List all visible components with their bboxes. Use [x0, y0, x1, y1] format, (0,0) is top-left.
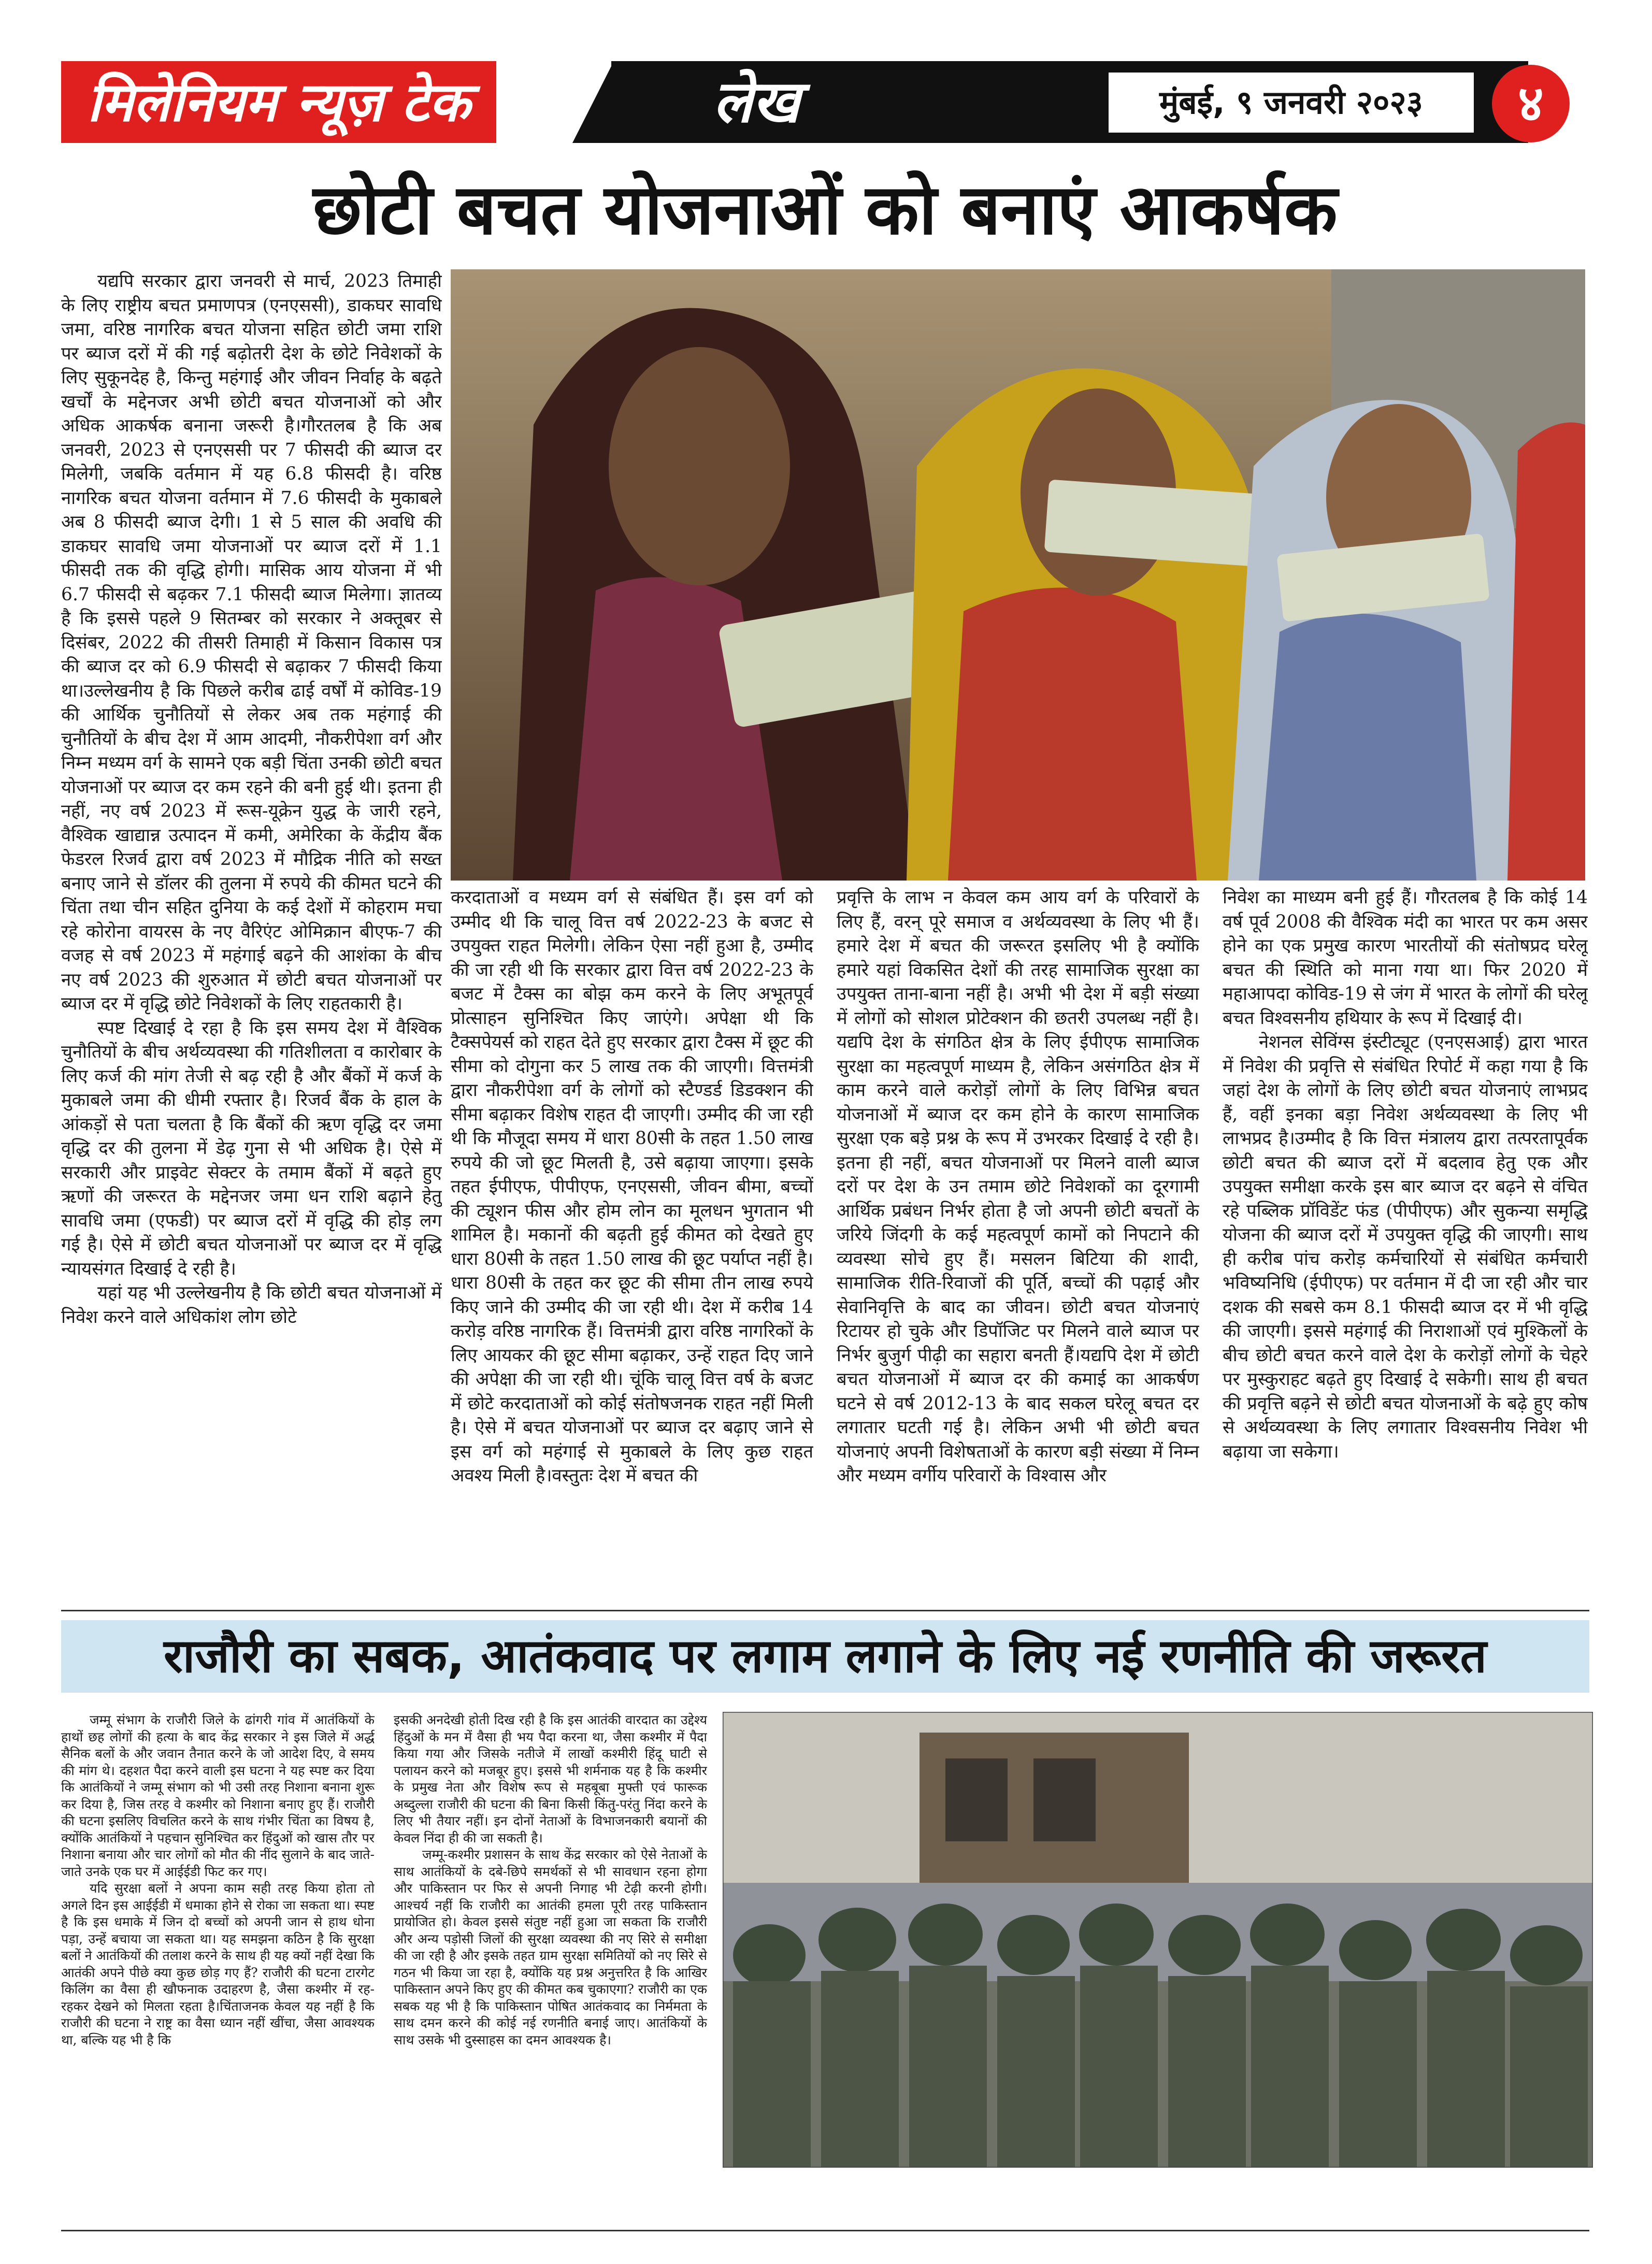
women-holding-notes-image: [451, 269, 1585, 881]
page-number-badge: [1492, 65, 1570, 142]
article2-column-2: [394, 1712, 707, 2225]
paragraph: जम्मू-कश्मीर प्रशासन के साथ केंद्र सरकार को ऐसे नेताओं के साथ आतंकियों के दबे-छिपे समर्थकों से भी सावधान रहना होगा और पाकिस्तान पर फिर से अपनी निगाह भी टेढ़ी करनी होगी। आश्चर्य नहीं कि राजौरी का आतंकी हमला पूरी तरह पाकिस्तान प्रायोजित हो। केवल इससे संतुष्ट नहीं हुआ जा सकता कि राजौरी और अन्य पड़ोसी जिलों की सुरक्षा व्यवस्था की नए सिरे से समीक्षा की जा रही है और इसके तहत ग्राम सुरक्षा समितियों को नए सिरे से गठन भी किया जा रहा है, क्योंकि यह प्रश्न अनुत्तरित है कि आखिर पाकिस्तान अपने किए हुए की कीमत कब चुकाएगा? राजौरी का एक सबक यह भी है कि पाकिस्तान पोषित आतंकवाद का निर्ममता के साथ दमन करने की कोई नई रणनीति बनाई जाए। आतंकियों के साथ उसके भी दुस्साहस का दमन आवश्यक है।: [394, 1847, 707, 2047]
date-box: [1109, 73, 1474, 133]
paragraph: निवेश का माध्यम बनी हुई हैं। गौरतलब है कि कोई 14 वर्ष पूर्व 2008 की वैश्विक मंदी का भारत पर कम असर होने का एक प्रमुख कारण भारतीयों की संतोषप्रद घरेलू बचत की स्थिति को माना गया था। फिर 2020 में महाआपदा कोविड-19 से जंग में भारत के लोगों की घरेलू बचत विश्वसनीय हथियार के रूप में दिखाई दी।: [1223, 887, 1588, 1029]
divider: [61, 2230, 1589, 2231]
masthead-slant: [572, 61, 614, 143]
article1-column-1: [61, 269, 442, 1606]
paragraph: करदाताओं व मध्यम वर्ग से संबंधित हैं। इस वर्ग को उम्मीद थी कि चालू वित्त वर्ष 2022-23 के बजट से उपयुक्त राहत मिलेगी। लेकिन ऐसा नहीं हुआ है, उम्मीद की जा रही थी कि सरकार द्वारा वित्त वर्ष 2022-23 के बजट में टैक्स का बोझ कम करने के लिए अभूतपूर्व प्रोत्साहन सुनिश्चित किए जाएंगे। अपेक्षा थी कि टैक्सपेयर्स को राहत देते हुए सरकार द्वारा टैक्स में छूट की सीमा को दोगुना कर 5 लाख तक की जाएगी। वित्तमंत्री द्वारा नौकरीपेशा वर्ग के लोगों को स्टैण्डर्ड डिडक्शन की सीमा बढ़ाकर विशेष राहत दी जाएगी। उम्मीद की जा रही थी कि मौजूदा समय में धारा 80सी के तहत 1.50 लाख रुपये की जो छूट मिलती है, उसे बढ़ाया जाएगा। इसके तहत ईपीएफ, पीपीएफ, एनएससी, जीवन बीमा, बच्चों की ट्यूशन फीस और होम लोन का मूलधन भुगतान भी शामिल है। मकानों की बढ़ती हुई कीमत को देखते हुए धारा 80सी के तहत 1.50 लाख की छूट पर्याप्त नहीं है। धारा 80सी के तहत कर छूट की सीमा तीन लाख रुपये किए जाने की उम्मीद की जा रही थी। देश में करीब 14 करोड़ वरिष्ठ नागरिक हैं। वित्तमंत्री द्वारा वरिष्ठ नागरिकों के लिए आयकर की छूट सीमा बढ़ाकर, उन्हें राहत दिए जाने की अपेक्षा की जा रही थी। चूंकि चालू वित्त वर्ष के बजट में छोटे करदाताओं को कोई संतोषजनक राहत नहीं मिली है। ऐसे में बचत योजनाओं पर ब्याज दर बढ़ाए जाने से इस वर्ग को महंगाई से मुकाबले के लिए कुछ राहत अवश्य मिली है।वस्तुतः देश में बचत की: [451, 887, 813, 1486]
paragraph: नेशनल सेविंग्स इंस्टीट्यूट (एनएसआई) द्वारा भारत में निवेश की प्रवृत्ति से संबंधित रिपोर्ट में कहा गया है कि जहां देश के लोगों के लिए छोटी बचत योजनाएं लाभप्रद हैं, वहीं इनका बड़ा निवेश अर्थव्यवस्था के लिए भी लाभप्रद है।उम्मीद है कि वित्त मंत्रालय द्वारा तत्परतापूर्वक छोटी बचत की ब्याज दरों में बदलाव हेतु एक और उपयुक्त समीक्षा करके इस बार ब्याज दर बढ़ने से वंचित रहे पब्लिक प्रॉविडेंट फंड (पीपीएफ) और सुकन्या समृद्धि योजना की ब्याज दरों में उपयुक्त वृद्धि की जाएगी। साथ ही करीब पांच करोड़ कर्मचारियों से संबंधित कर्मचारी भविष्यनिधि (ईपीएफ) पर वर्तमान में दी जा रही और चार दशक की सबसे कम 8.1 फीसदी ब्याज दर में भी वृद्धि की जाएगी। इससे महंगाई की निराशाओं एवं मुश्किलों के बीच छोटी बचत करने वाले देश के करोड़ों लोगों के चेहरे पर मुस्कुराहट बढ़ते हुए दिखाई दे सकेगी। साथ ही बचत की प्रवृत्ति बढ़ने से छोटी बचत योजनाओं के बढ़े हुए कोष से अर्थव्यवस्था के लिए लगातार विश्वसनीय निवेश भी बढ़ाया जा सकेगा।: [1223, 1032, 1588, 1462]
paragraph: इसकी अनदेखी होती दिख रही है कि इस आतंकी वारदात का उद्देश्य हिंदुओं के मन में वैसा ही भय पैदा करना था, जैसा कश्मीर में पैदा किया गया और जिसके नतीजे में लाखों कश्मीरी हिंदू घाटी से पलायन करने को मजबूर हुए। इससे भी शर्मनाक यह है कि कश्मीर के प्रमुख नेता और विशेष रूप से महबूबा मुफ्ती एवं फारूक अब्दुल्ला राजौरी की घटना की बिना किसी किंतु-परंतु निंदा करने के लिए भी तैयार नहीं। इन दोनों नेताओं के विभाजनकारी बयानों की केवल निंदा ही की जा सकती है।: [394, 1712, 707, 1845]
security-personnel-image: [723, 1712, 1593, 2168]
article1-column-4: [1223, 886, 1588, 1606]
article1-headline: छोटी बचत योजनाओं को बनाएं आकर्षक: [313, 169, 1338, 250]
page-number: ४: [1518, 75, 1544, 133]
paragraph: यहां यह भी उल्लेखनीय है कि छोटी बचत योजनाओं में निवेश करने वाले अधिकांश लोग छोटे: [61, 1282, 442, 1328]
article1-column-2: [451, 886, 813, 1606]
article2-headline: राजौरी का सबक, आतंकवाद पर लगाम लगाने के लिए नई रणनीति की जरूरत: [164, 1629, 1487, 1683]
article1-photo: [451, 269, 1585, 881]
article2-banner: [61, 1620, 1589, 1693]
divider: [61, 1610, 1589, 1611]
article1-column-3: [837, 886, 1199, 1606]
brand-logo: [61, 61, 496, 143]
section-title: लेख: [713, 68, 800, 136]
paragraph: यदि सुरक्षा बलों ने अपना काम सही तरह किया होता तो अगले दिन इस आईईडी में धमाका होने से रोका जा सकता था। स्पष्ट है कि इस धमाके में जिन दो बच्चों को अपनी जान से हाथ धोना पड़ा, उन्हें बचाया जा सकता था। यह समझना कठिन है कि सुरक्षा बलों ने आतंकियों की तलाश करने के साथ ही यह क्यों नहीं देखा कि आतंकी अपने पीछे क्या कुछ छोड़ गए हैं? राजौरी की घटना टारगेट किलिंग का वैसा ही खौफनाक उदाहरण है, जैसा कश्मीर में रह-रहकर देखने को मिलता रहता है।चिंताजनक केवल यह नहीं है कि राजौरी की घटना ने राष्ट्र का वैसा ध्यान नहीं खींचा, जैसा आवश्यक था, बल्कि यह भी है कि: [61, 1881, 375, 2047]
article2-column-1: [61, 1712, 375, 2225]
paragraph: यद्यपि सरकार द्वारा जनवरी से मार्च, 2023 तिमाही के लिए राष्ट्रीय बचत प्रमाणपत्र (एनएससी), डाकघर सावधि जमा, वरिष्ठ नागरिक बचत योजना सहित छोटी जमा राशि पर ब्याज दरों में की गई बढ़ोतरी देश के छोटे निवेशकों के लिए सुकूनदेह है, किन्तु महंगाई और जीवन निर्वाह के बढ़ते खर्चों के मद्देनजर अभी छोटी बचत योजनाओं को और अधिक आकर्षक बनाना जरूरी है।गौरतलब है कि अब जनवरी, 2023 से एनएससी पर 7 फीसदी की ब्याज दर मिलेगी, जबकि वर्तमान में यह 6.8 फीसदी है। वरिष्ठ नागरिक बचत योजना वर्तमान में 7.6 फीसदी के मुकाबले अब 8 फीसदी ब्याज देगी। 1 से 5 साल की अवधि की डाकघर सावधि जमा योजनाओं पर ब्याज दरों में 1.1 फीसदी तक की वृद्धि होगी। मासिक आय योजना में भी 6.7 फीसदी से बढ़कर 7.1 फीसदी ब्याज मिलेगा। ज्ञातव्य है कि इससे पहले 9 सितम्बर को सरकार ने अक्तूबर से दिसंबर, 2022 की तीसरी तिमाही में किसान विकास पत्र की ब्याज दर को 6.9 फीसदी से बढ़ाकर 7 फीसदी किया था।उल्लेखनीय है कि पिछले करीब ढाई वर्षों में कोविड-19 की आर्थिक चुनौतियों से लेकर अब तक महंगाई की चुनौतियों के बीच देश में आम आदमी, नौकरीपेशा वर्ग और निम्न मध्यम वर्ग के सामने एक बड़ी चिंता उनकी छोटी बचत योजनाओं पर ब्याज दर कम रहने की बनी हुई थी। इतना ही नहीं, नए वर्ष 2023 में रूस-यूक्रेन युद्ध के जारी रहने, वैश्विक खाद्यान्न उत्पादन में कमी, अमेरिका के केंद्रीय बैंक फेडरल रिजर्व द्वारा वर्ष 2023 में मौद्रिक नीति को सख्त बनाए जाने से डॉलर की तुलना में रुपये की कीमत घटने की चिंता तथा चीन सहित दुनिया के कई देशों में कोहराम मचा रहे कोरोना वायरस के नए वैरिएंट ओमिक्रान बीएफ-7 की वजह से वर्ष 2023 में महंगाई बढ़ने की आशंका के बीच नए वर्ष 2023 की शुरुआत में छोटी बचत योजनाओं पर ब्याज दर में वृद्धि छोटे निवेशकों के लिए राहतकारी है।: [61, 271, 442, 1014]
article2-photo: [723, 1712, 1593, 2168]
brand-name: मिलेनियम न्यूज़ टेक: [87, 70, 470, 134]
paragraph: स्पष्ट दिखाई दे रहा है कि इस समय देश में वैश्विक चुनौतियों के बीच अर्थव्यवस्था की गतिशीलता व कारोबार के लिए कर्ज की मांग तेजी से बढ़ रही है और बैंकों में कर्ज के मुकाबले जमा की धीमी रफ्तार है। रिजर्व बैंक के हाल के आंकड़ों से पता चलता है कि बैंकों की ऋण वृद्धि दर जमा वृद्धि दर की तुलना में डेढ़ गुना से भी अधिक है। ऐसे में सरकारी और प्राइवेट सेक्टर के तमाम बैंकों में बढ़ते हुए ऋणों की जरूरत के मद्देनजर जमा धन राशि बढ़ाने हेतु सावधि जमा (एफडी) पर ब्याज दरों में वृद्धि की होड़ लग गई है। ऐसे में छोटी बचत योजनाओं पर ब्याज दर में वृद्धि न्यायसंगत दिखाई दे रही है।: [61, 1017, 442, 1279]
paragraph: जम्मू संभाग के राजौरी जिले के ढांगरी गांव में आतंकियों के हाथों छह लोगों की हत्या के बाद केंद्र सरकार ने इस जिले में अर्द्ध सैनिक बलों के और जवान तैनात करने के जो आदेश दिए, वे समय की मांग थे। दहशत पैदा करने वाली इस घटना ने यह स्पष्ट कर दिया कि आतंकियों ने जम्मू संभाग को भी उसी तरह निशाना बनाना शुरू कर दिया है, जिस तरह वे कश्मीर को निशाना बनाए हुए हैं। राजौरी की घटना इसलिए विचलित करने के साथ गंभीर चिंता का विषय है, क्योंकि आतंकियों ने पहचान सुनिश्चित कर हिंदुओं को खास तौर पर निशाना बनाया और चार लोगों को मौत की नींद सुलाने के बाद जाते-जाते उनके एक घर में आईईडी फिट कर गए।: [61, 1712, 375, 1879]
issue-date: मुंबई, ९ जनवरी २०२३: [1159, 83, 1423, 121]
paragraph: प्रवृत्ति के लाभ न केवल कम आय वर्ग के परिवारों के लिए हैं, वरन् पूरे समाज व अर्थव्यवस्था के लिए भी हैं। हमारे देश में बचत की जरूरत इसलिए भी है क्योंकि हमारे यहां विकसित देशों की तरह सामाजिक सुरक्षा का उपयुक्त ताना-बाना नहीं है। अभी भी देश में बड़ी संख्या में लोगों को सोशल प्रोटेक्शन की छतरी उपलब्ध नहीं है। यद्यपि देश के संगठित क्षेत्र के लिए ईपीएफ सामाजिक सुरक्षा का महत्वपूर्ण माध्यम है, लेकिन असंगठित क्षेत्र में काम करने वाले करोड़ों लोगों के लिए विभिन्न बचत योजनाओं में ब्याज दर कम होने के कारण सामाजिक सुरक्षा एक बड़े प्रश्न के रूप में उभरकर दिखाई दे रही है। इतना ही नहीं, बचत योजनाओं पर मिलने वाली ब्याज दरों पर देश के उन तमाम छोटे निवेशकों का दूरगामी आर्थिक प्रबंधन निर्भर होता है जो अपनी छोटी बचतों के जरिये जिंदगी के कई महत्वपूर्ण कामों को निपटाने की व्यवस्था सोचे हुए हैं। मसलन बिटिया की शादी, सामाजिक रीति-रिवाजों की पूर्ति, बच्चों की पढ़ाई और सेवानिवृत्ति के बाद का जीवन। छोटी बचत योजनाएं रिटायर हो चुके और डिपॉजिट पर मिलने वाले ब्याज पर निर्भर बुजुर्ग पीढ़ी का सहारा बनती हैं।यद्यपि देश में छोटी बचत योजनाओं में ब्याज दर की कमाई का आकर्षण घटने से वर्ष 2012-13 के बाद सकल घरेलू बचत दर लगातार घटती गई है। लेकिन अभी भी छोटी बचत योजनाएं अपनी विशेषताओं के कारण बड़ी संख्या में निम्न और मध्यम वर्गीय परिवारों के विश्वास और: [837, 887, 1199, 1486]
